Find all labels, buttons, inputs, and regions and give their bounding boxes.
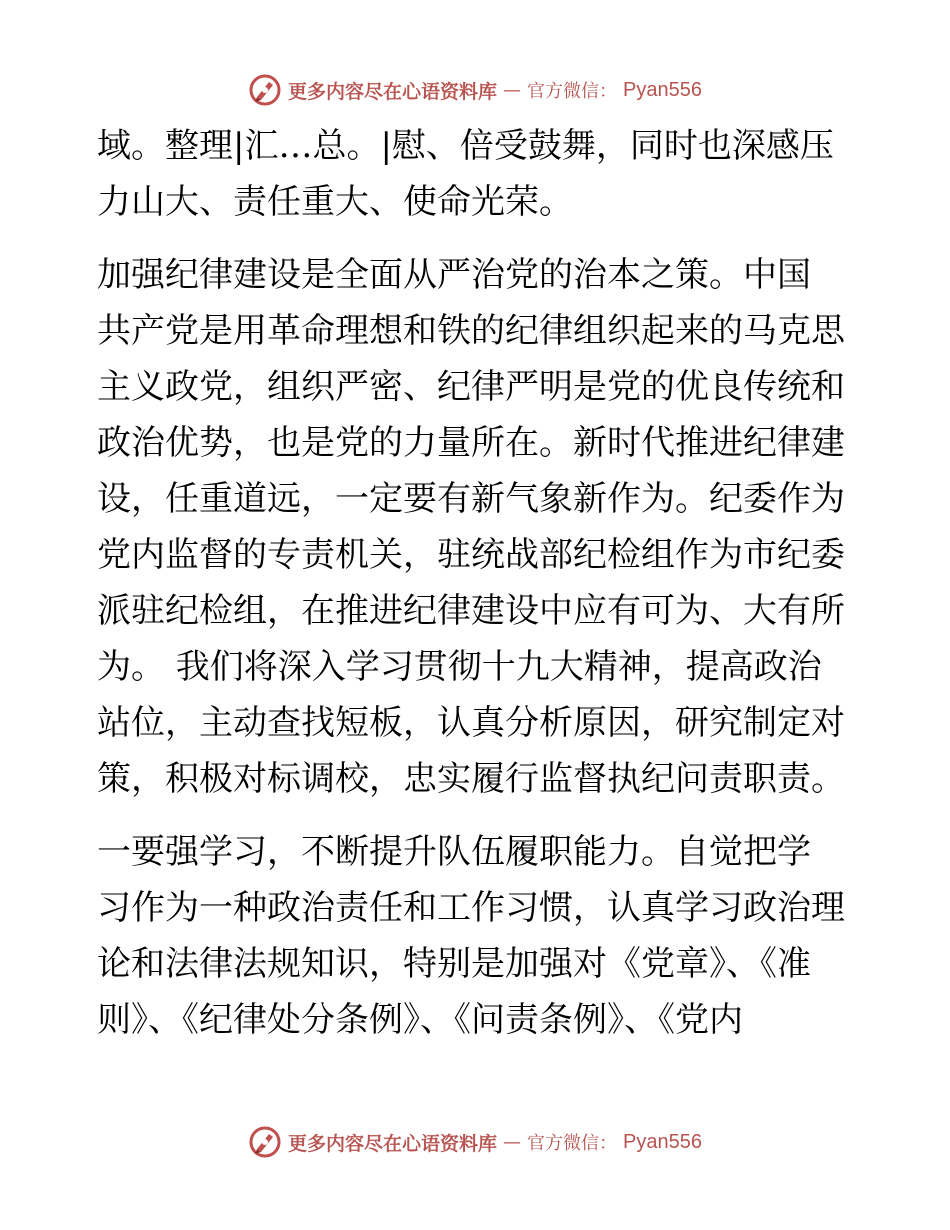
header-banner — [0, 68, 950, 112]
header-wechat-id: Pyan556 — [623, 78, 702, 101]
footer-site-text: 更多内容尽在心语资料库 — [288, 1132, 498, 1155]
text-line: 加强纪律建设是全面从严治党的治本之策。中国 — [97, 255, 811, 295]
header-dash: — — [503, 79, 522, 101]
text-line: 策，积极对标调校，忠实履行监督执纪问责职责。 — [97, 759, 845, 799]
text-line: 设，任重道远，一定要有新气象新作为。纪委作为 — [97, 479, 845, 519]
text-line: 一要强学习，不断提升队伍履职能力。自觉把学 — [97, 832, 811, 872]
paragraph-spacer — [97, 807, 857, 824]
header-site-text: 更多内容尽在心语资料库 — [288, 80, 498, 103]
header-banner-content — [248, 73, 702, 107]
paragraph-1 — [97, 118, 857, 230]
footer-wechat-id: Pyan556 — [623, 1130, 702, 1153]
footer-banner-content — [248, 1125, 702, 1159]
paragraph-2 — [97, 247, 857, 807]
paragraph-spacer — [97, 230, 857, 247]
pen-logo-icon — [248, 73, 282, 107]
document-body — [97, 118, 857, 1048]
header-wechat-label: 官方微信： — [527, 81, 618, 102]
text-line: 主义政党，组织严密、纪律严明是党的优良传统和 — [97, 367, 845, 407]
pen-logo-icon — [248, 1125, 282, 1159]
text-line: 论和法律法规知识，特别是加强对《党章》、《准 — [97, 944, 811, 984]
text-line: 派驻纪检组，在推进纪律建设中应有可为、大有所 — [97, 591, 845, 631]
text-line: 政治优势，也是党的力量所在。新时代推进纪律建 — [97, 423, 845, 463]
footer-dash: — — [503, 1131, 522, 1153]
text-line: 习作为一种政治责任和工作习惯，认真学习政治理 — [97, 888, 845, 928]
paragraph-3 — [97, 824, 857, 1048]
text-line: 为。 我们将深入学习贯彻十九大精神，提高政治 — [97, 647, 822, 687]
footer-wechat-label: 官方微信： — [527, 1133, 618, 1154]
footer-banner — [0, 1120, 950, 1164]
text-line: 共产党是用革命理想和铁的纪律组织起来的马克思 — [97, 311, 845, 351]
text-line: 党内监督的专责机关，驻统战部纪检组作为市纪委 — [97, 535, 845, 575]
text-line: 力山大、责任重大、使命光荣。 — [97, 182, 573, 222]
text-line: 域。整理|汇…总。|慰、倍受鼓舞，同时也深感压 — [97, 126, 834, 166]
text-line: 站位，主动查找短板，认真分析原因，研究制定对 — [97, 703, 845, 743]
text-line: 则》、《纪律处分条例》、《问责条例》、《党内 — [97, 1000, 743, 1040]
